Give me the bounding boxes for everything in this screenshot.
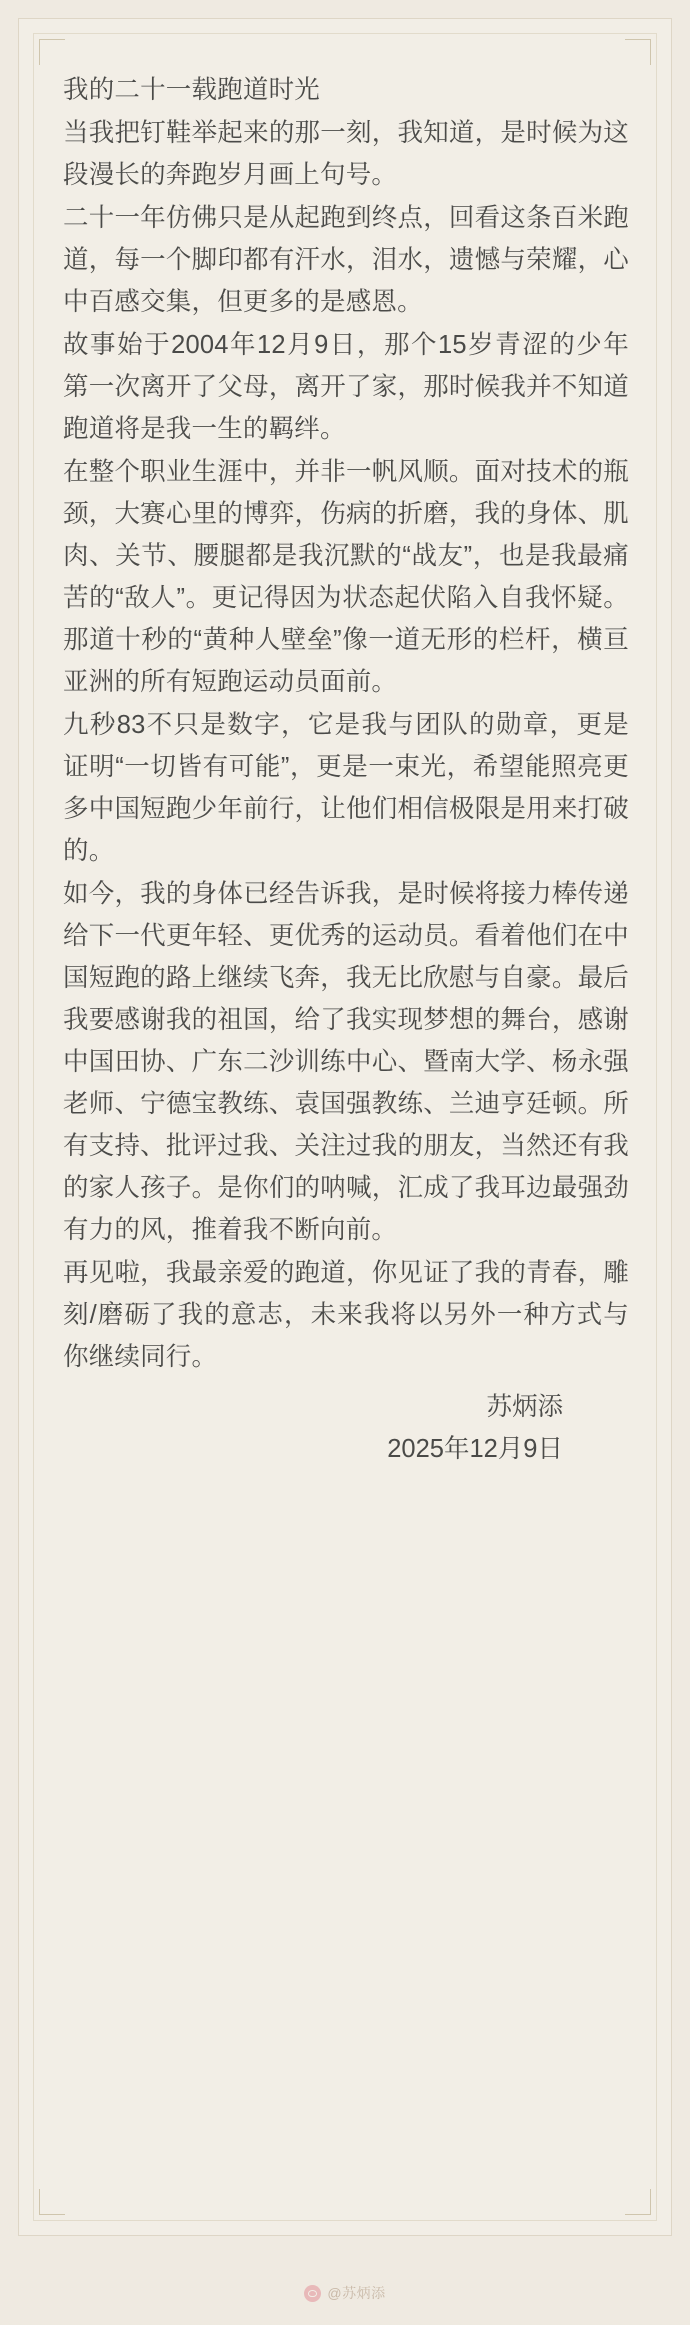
signature-date: 2025年12月9日 <box>387 1435 563 1463</box>
letter-card <box>18 18 672 2236</box>
letter-paragraph: 九秒83不只是数字，它是我与团队的勋章，更是证明“一切皆有可能”，更是一束光，希望能照亮更多中国短跑少年前行，让他们相信极限是用来打破的。 <box>63 711 629 865</box>
letter-paragraph: 故事始于2004年12月9日，那个15岁青涩的少年第一次离开了父母，离开了家，那时候我并不知道跑道将是我一生的羁绊。 <box>63 331 629 443</box>
weibo-eye-icon <box>304 2285 321 2302</box>
signature-name: 苏炳添 <box>486 1393 563 1421</box>
signature-block <box>63 1386 629 1470</box>
letter-paragraph: 当我把钉鞋举起来的那一刻，我知道，是时候为这段漫长的奔跑岁月画上句号。 <box>63 119 629 189</box>
letter-paragraph: 再见啦，我最亲爱的跑道，你见证了我的青春，雕刻/磨砺了我的意志，未来我将以另外一种方式与你继续同行。 <box>63 1259 629 1371</box>
corner-ornament-bottom-left <box>39 2189 65 2215</box>
letter-title: 我的二十一载跑道时光 <box>63 76 321 104</box>
letter-paragraph: 在整个职业生涯中，并非一帆风顺。面对技术的瓶颈，大赛心里的博弈，伤病的折磨，我的身体、肌肉、关节、腰腿都是我沉默的“战友”，也是我最痛苦的“敌人”。更记得因为状态起伏陷入自我怀疑。那道十秒的“黄种人壁垒”像一道无形的栏杆，横亘亚洲的所有短跑运动员面前。 <box>63 458 629 696</box>
letter-paragraph: 如今，我的身体已经告诉我，是时候将接力棒传递给下一代更年轻、更优秀的运动员。看着他们在中国短跑的路上继续飞奔，我无比欣慰与自豪。最后我要感谢我的祖国，给了我实现梦想的舞台，感谢中国田协、广东二沙训练中心、暨南大学、杨永强老师、宁德宝教练、袁国强教练、兰迪亨廷顿。所有支持、批评过我、关注过我的朋友，当然还有我的家人孩子。是你们的呐喊，汇成了我耳边最强劲有力的风，推着我不断向前。 <box>63 880 629 1244</box>
corner-ornament-top-left <box>39 39 65 65</box>
corner-ornament-top-right <box>625 39 651 65</box>
letter-body <box>63 69 629 1470</box>
letter-paragraph: 二十一年仿佛只是从起跑到终点，回看这条百米跑道，每一个脚印都有汗水，泪水，遗憾与荣耀，心中百感交集，但更多的是感恩。 <box>63 204 629 316</box>
watermark-footer <box>0 2283 690 2303</box>
corner-ornament-bottom-right <box>625 2189 651 2215</box>
watermark-handle: @苏炳添 <box>327 2285 386 2301</box>
